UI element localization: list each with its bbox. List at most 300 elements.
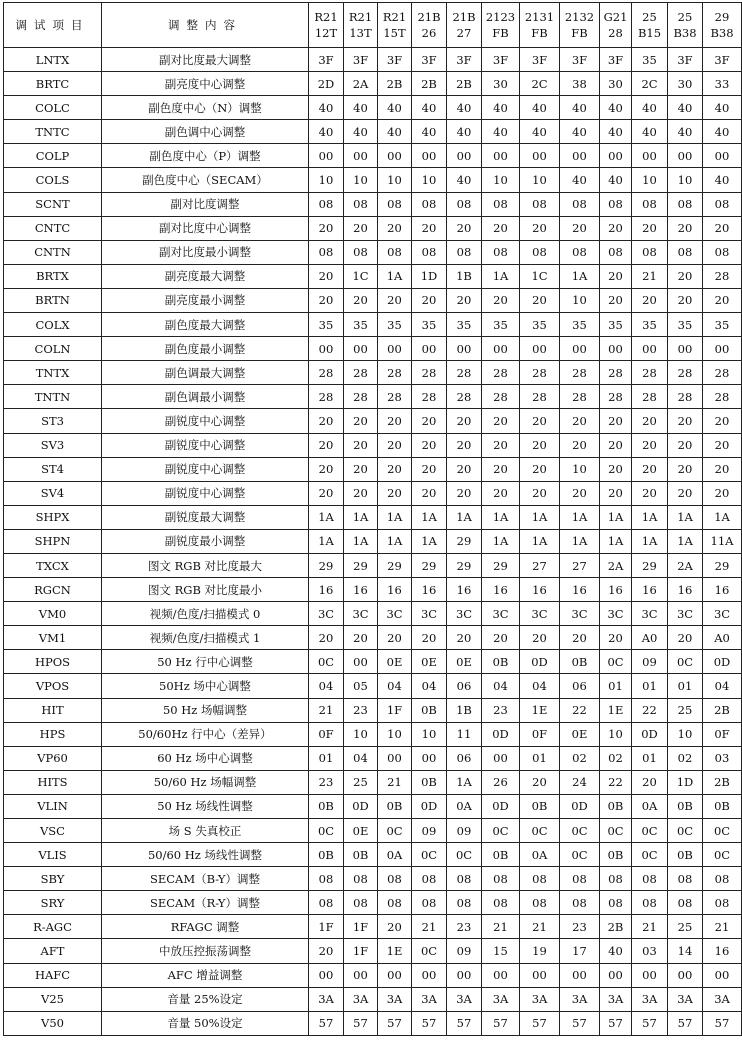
- value-cell: 0D: [482, 794, 520, 818]
- value-cell: 20: [309, 264, 344, 288]
- value-cell: 28: [703, 385, 742, 409]
- value-cell: 40: [344, 120, 378, 144]
- value-cell: 20: [632, 481, 668, 505]
- description-cell: 副色度中心（SECAM）: [102, 168, 309, 192]
- value-cell: 08: [560, 192, 600, 216]
- item-code-cell: SBY: [4, 867, 102, 891]
- description-cell: 视频/色度/扫描模式 0: [102, 602, 309, 626]
- value-cell: 08: [482, 192, 520, 216]
- value-cell: 28: [447, 361, 482, 385]
- item-code-cell: COLS: [4, 168, 102, 192]
- value-cell: 3F: [344, 48, 378, 72]
- value-cell: 16: [378, 578, 412, 602]
- value-cell: 1A: [560, 264, 600, 288]
- value-cell: 20: [412, 216, 447, 240]
- value-cell: 29: [412, 553, 447, 577]
- description-cell: 副色度最小调整: [102, 337, 309, 361]
- value-cell: 20: [520, 457, 560, 481]
- value-cell: 16: [309, 578, 344, 602]
- value-cell: 2B: [600, 915, 632, 939]
- value-cell: 1A: [520, 529, 560, 553]
- value-cell: 20: [344, 626, 378, 650]
- value-cell: 3A: [412, 987, 447, 1011]
- description-cell: 50 Hz 场线性调整: [102, 794, 309, 818]
- value-cell: 0C: [520, 819, 560, 843]
- value-cell: 28: [632, 361, 668, 385]
- value-cell: 0D: [560, 794, 600, 818]
- table-row: [4, 120, 742, 144]
- value-cell: 10: [632, 168, 668, 192]
- value-cell: 29: [344, 553, 378, 577]
- table-row: [4, 216, 742, 240]
- value-cell: 2B: [412, 72, 447, 96]
- value-cell: 20: [520, 409, 560, 433]
- item-code-cell: AFT: [4, 939, 102, 963]
- value-cell: 40: [632, 120, 668, 144]
- value-cell: 0B: [668, 794, 703, 818]
- value-cell: 21: [520, 915, 560, 939]
- description-cell: 副色度中心（N）调整: [102, 96, 309, 120]
- table-row: [4, 48, 742, 72]
- description-cell: 副锐度中心调整: [102, 457, 309, 481]
- value-cell: 08: [632, 867, 668, 891]
- value-cell: 28: [560, 385, 600, 409]
- value-cell: 20: [482, 481, 520, 505]
- value-cell: 20: [378, 288, 412, 312]
- value-cell: 20: [447, 288, 482, 312]
- item-code-cell: SCNT: [4, 192, 102, 216]
- value-cell: 3A: [378, 987, 412, 1011]
- value-cell: 00: [378, 963, 412, 987]
- value-cell: 35: [632, 48, 668, 72]
- value-cell: 28: [520, 361, 560, 385]
- value-cell: 1A: [668, 529, 703, 553]
- model-line-2: 26: [421, 26, 437, 40]
- value-cell: 08: [520, 240, 560, 264]
- value-cell: 20: [520, 626, 560, 650]
- item-code-cell: SHPN: [4, 529, 102, 553]
- value-cell: 3F: [520, 48, 560, 72]
- value-cell: 20: [412, 409, 447, 433]
- description-cell: 50 Hz 场幅调整: [102, 698, 309, 722]
- value-cell: 00: [378, 337, 412, 361]
- table-row: [4, 313, 742, 337]
- value-cell: 09: [632, 650, 668, 674]
- value-cell: 08: [378, 891, 412, 915]
- value-cell: 20: [412, 457, 447, 481]
- table-row: [4, 794, 742, 818]
- item-code-cell: V25: [4, 987, 102, 1011]
- value-cell: 28: [412, 385, 447, 409]
- value-cell: 02: [668, 746, 703, 770]
- value-cell: 3C: [412, 602, 447, 626]
- item-code-cell: HAFC: [4, 963, 102, 987]
- value-cell: 1F: [344, 915, 378, 939]
- table-row: [4, 843, 742, 867]
- value-cell: 0F: [309, 722, 344, 746]
- item-code-cell: SHPX: [4, 505, 102, 529]
- value-cell: 28: [600, 385, 632, 409]
- value-cell: 20: [482, 288, 520, 312]
- value-cell: 08: [560, 867, 600, 891]
- value-cell: 00: [482, 337, 520, 361]
- value-cell: 08: [632, 192, 668, 216]
- value-cell: 17: [560, 939, 600, 963]
- value-cell: 20: [482, 216, 520, 240]
- value-cell: 08: [412, 891, 447, 915]
- value-cell: 1A: [600, 529, 632, 553]
- value-cell: 10: [520, 168, 560, 192]
- value-cell: 29: [309, 553, 344, 577]
- value-cell: 20: [668, 409, 703, 433]
- header-model: [600, 3, 632, 48]
- value-cell: 1A: [560, 505, 600, 529]
- value-cell: 08: [344, 240, 378, 264]
- item-code-cell: ST4: [4, 457, 102, 481]
- value-cell: 2A: [344, 72, 378, 96]
- model-line-2: 13T: [349, 26, 372, 40]
- value-cell: 16: [344, 578, 378, 602]
- value-cell: 21: [412, 915, 447, 939]
- value-cell: 22: [600, 770, 632, 794]
- value-cell: 00: [600, 337, 632, 361]
- value-cell: 16: [632, 578, 668, 602]
- value-cell: 40: [482, 120, 520, 144]
- description-cell: 视频/色度/扫描模式 1: [102, 626, 309, 650]
- value-cell: 0C: [600, 819, 632, 843]
- value-cell: 00: [560, 963, 600, 987]
- value-cell: 20: [703, 216, 742, 240]
- value-cell: 29: [378, 553, 412, 577]
- value-cell: 1A: [309, 505, 344, 529]
- model-line-2: FB: [492, 26, 509, 40]
- value-cell: 0B: [560, 650, 600, 674]
- value-cell: 20: [447, 216, 482, 240]
- value-cell: 40: [309, 120, 344, 144]
- value-cell: 00: [447, 963, 482, 987]
- description-cell: 副锐度最大调整: [102, 505, 309, 529]
- value-cell: 00: [309, 337, 344, 361]
- value-cell: 1A: [309, 529, 344, 553]
- value-cell: 20: [309, 457, 344, 481]
- value-cell: 3A: [520, 987, 560, 1011]
- value-cell: 3A: [344, 987, 378, 1011]
- item-code-cell: COLX: [4, 313, 102, 337]
- table-row: [4, 192, 742, 216]
- value-cell: 0E: [412, 650, 447, 674]
- value-cell: 08: [560, 891, 600, 915]
- value-cell: 35: [344, 313, 378, 337]
- value-cell: 3A: [309, 987, 344, 1011]
- model-line-1: 21B: [417, 10, 441, 24]
- value-cell: 20: [560, 481, 600, 505]
- value-cell: 08: [632, 240, 668, 264]
- header-model: [378, 3, 412, 48]
- header-row: [4, 3, 742, 48]
- value-cell: 27: [560, 553, 600, 577]
- value-cell: 57: [447, 1011, 482, 1035]
- value-cell: 16: [703, 578, 742, 602]
- value-cell: 24: [560, 770, 600, 794]
- value-cell: 10: [378, 722, 412, 746]
- value-cell: 0C: [482, 819, 520, 843]
- value-cell: 0D: [703, 650, 742, 674]
- model-line-1: 21B: [452, 10, 476, 24]
- model-line-2: 28: [608, 26, 623, 40]
- value-cell: 09: [412, 819, 447, 843]
- value-cell: 0B: [600, 843, 632, 867]
- value-cell: 3F: [412, 48, 447, 72]
- value-cell: 1D: [412, 264, 447, 288]
- value-cell: 28: [447, 385, 482, 409]
- table-body: [4, 48, 742, 1036]
- description-cell: 副色度中心（P）调整: [102, 144, 309, 168]
- header-model: [447, 3, 482, 48]
- value-cell: 22: [632, 698, 668, 722]
- value-cell: 03: [632, 939, 668, 963]
- item-code-cell: CNTN: [4, 240, 102, 264]
- value-cell: 16: [447, 578, 482, 602]
- value-cell: 20: [344, 288, 378, 312]
- item-code-cell: VM1: [4, 626, 102, 650]
- value-cell: 40: [703, 120, 742, 144]
- model-line-2: 12T: [314, 26, 338, 40]
- value-cell: 01: [309, 746, 344, 770]
- model-line-2: 15T: [383, 26, 406, 40]
- value-cell: 40: [600, 120, 632, 144]
- value-cell: 0C: [632, 819, 668, 843]
- value-cell: 3C: [600, 602, 632, 626]
- value-cell: 23: [482, 698, 520, 722]
- description-cell: 副色度最大调整: [102, 313, 309, 337]
- value-cell: 08: [482, 240, 520, 264]
- value-cell: 21: [632, 264, 668, 288]
- value-cell: 20: [520, 433, 560, 457]
- value-cell: 20: [378, 216, 412, 240]
- value-cell: 0C: [560, 843, 600, 867]
- value-cell: 0D: [344, 794, 378, 818]
- value-cell: 10: [600, 722, 632, 746]
- table-row: [4, 481, 742, 505]
- value-cell: 20: [632, 457, 668, 481]
- value-cell: 10: [309, 168, 344, 192]
- value-cell: 00: [520, 144, 560, 168]
- item-code-cell: VP60: [4, 746, 102, 770]
- value-cell: 1C: [520, 264, 560, 288]
- value-cell: 0C: [412, 843, 447, 867]
- description-cell: RFAGC 调整: [102, 915, 309, 939]
- value-cell: 0D: [482, 722, 520, 746]
- value-cell: 40: [600, 939, 632, 963]
- item-code-cell: TNTX: [4, 361, 102, 385]
- value-cell: 1A: [482, 505, 520, 529]
- value-cell: 3C: [632, 602, 668, 626]
- value-cell: 1A: [344, 505, 378, 529]
- value-cell: 20: [600, 626, 632, 650]
- value-cell: 15: [482, 939, 520, 963]
- value-cell: 40: [309, 96, 344, 120]
- value-cell: 20: [520, 770, 560, 794]
- table-row: [4, 987, 742, 1011]
- value-cell: 08: [447, 240, 482, 264]
- description-cell: 副对比度最大调整: [102, 48, 309, 72]
- value-cell: 0C: [309, 650, 344, 674]
- value-cell: 20: [703, 481, 742, 505]
- value-cell: 08: [668, 240, 703, 264]
- description-cell: SECAM（B-Y）调整: [102, 867, 309, 891]
- value-cell: 0C: [447, 843, 482, 867]
- value-cell: 35: [600, 313, 632, 337]
- value-cell: 16: [412, 578, 447, 602]
- value-cell: 05: [344, 674, 378, 698]
- value-cell: 00: [520, 337, 560, 361]
- table-row: [4, 457, 742, 481]
- value-cell: 08: [447, 192, 482, 216]
- value-cell: 1F: [309, 915, 344, 939]
- value-cell: 57: [600, 1011, 632, 1035]
- value-cell: 57: [668, 1011, 703, 1035]
- value-cell: 00: [560, 337, 600, 361]
- value-cell: 01: [632, 674, 668, 698]
- description-cell: SECAM（R-Y）调整: [102, 891, 309, 915]
- value-cell: 40: [560, 168, 600, 192]
- value-cell: 35: [447, 313, 482, 337]
- value-cell: 28: [703, 264, 742, 288]
- value-cell: 00: [668, 337, 703, 361]
- item-code-cell: HIT: [4, 698, 102, 722]
- model-line-2: B15: [637, 26, 662, 40]
- value-cell: 3F: [668, 48, 703, 72]
- value-cell: 00: [632, 144, 668, 168]
- table-row: [4, 72, 742, 96]
- value-cell: 40: [412, 120, 447, 144]
- value-cell: 1A: [412, 529, 447, 553]
- value-cell: 00: [632, 337, 668, 361]
- table-row: [4, 602, 742, 626]
- value-cell: 20: [344, 409, 378, 433]
- value-cell: 04: [412, 674, 447, 698]
- item-code-cell: BRTN: [4, 288, 102, 312]
- value-cell: 1F: [344, 939, 378, 963]
- value-cell: 00: [482, 746, 520, 770]
- value-cell: 08: [482, 891, 520, 915]
- value-cell: 20: [378, 915, 412, 939]
- value-cell: 26: [482, 770, 520, 794]
- value-cell: 0A: [447, 794, 482, 818]
- item-code-cell: VPOS: [4, 674, 102, 698]
- value-cell: 00: [632, 963, 668, 987]
- item-code-cell: LNTX: [4, 48, 102, 72]
- value-cell: 20: [482, 457, 520, 481]
- value-cell: 20: [520, 288, 560, 312]
- value-cell: 20: [560, 433, 600, 457]
- value-cell: 20: [482, 409, 520, 433]
- value-cell: 57: [378, 1011, 412, 1035]
- value-cell: 10: [482, 168, 520, 192]
- value-cell: 06: [447, 674, 482, 698]
- value-cell: 28: [520, 385, 560, 409]
- value-cell: 06: [447, 746, 482, 770]
- description-cell: 副锐度中心调整: [102, 481, 309, 505]
- description-cell: 副亮度最大调整: [102, 264, 309, 288]
- value-cell: 20: [447, 457, 482, 481]
- value-cell: 20: [560, 626, 600, 650]
- header-model: [309, 3, 344, 48]
- value-cell: 57: [412, 1011, 447, 1035]
- table-row: [4, 1011, 742, 1035]
- value-cell: 20: [309, 433, 344, 457]
- value-cell: 57: [344, 1011, 378, 1035]
- item-code-cell: TXCX: [4, 553, 102, 577]
- item-code-cell: SV4: [4, 481, 102, 505]
- value-cell: 08: [344, 891, 378, 915]
- value-cell: 40: [600, 168, 632, 192]
- value-cell: 10: [668, 168, 703, 192]
- value-cell: 20: [412, 481, 447, 505]
- value-cell: 0D: [412, 794, 447, 818]
- header-desc: 调整内容: [102, 3, 309, 48]
- value-cell: 20: [482, 626, 520, 650]
- value-cell: 01: [520, 746, 560, 770]
- description-cell: 副对比度最小调整: [102, 240, 309, 264]
- value-cell: 0A: [632, 794, 668, 818]
- value-cell: 1A: [447, 505, 482, 529]
- table-row: [4, 409, 742, 433]
- value-cell: 20: [560, 216, 600, 240]
- value-cell: 35: [412, 313, 447, 337]
- value-cell: 08: [344, 867, 378, 891]
- value-cell: 08: [309, 240, 344, 264]
- value-cell: 40: [447, 120, 482, 144]
- description-cell: 副色调最大调整: [102, 361, 309, 385]
- item-code-cell: HPS: [4, 722, 102, 746]
- value-cell: 16: [520, 578, 560, 602]
- value-cell: 00: [703, 337, 742, 361]
- value-cell: 08: [412, 867, 447, 891]
- description-cell: 副亮度最小调整: [102, 288, 309, 312]
- value-cell: 2A: [668, 553, 703, 577]
- model-line-2: FB: [531, 26, 548, 40]
- value-cell: 0C: [668, 650, 703, 674]
- adjustment-table: [3, 2, 742, 1036]
- value-cell: 1A: [560, 529, 600, 553]
- value-cell: 3C: [378, 602, 412, 626]
- value-cell: 20: [632, 216, 668, 240]
- table-row: [4, 770, 742, 794]
- value-cell: 23: [344, 698, 378, 722]
- value-cell: 08: [703, 192, 742, 216]
- value-cell: 40: [600, 96, 632, 120]
- model-line-2: 27: [456, 26, 472, 40]
- value-cell: 33: [703, 72, 742, 96]
- value-cell: 0C: [600, 650, 632, 674]
- value-cell: 00: [344, 963, 378, 987]
- table-row: [4, 505, 742, 529]
- value-cell: 21: [703, 915, 742, 939]
- value-cell: 40: [560, 96, 600, 120]
- value-cell: 00: [378, 144, 412, 168]
- value-cell: 20: [520, 481, 560, 505]
- value-cell: 11: [447, 722, 482, 746]
- value-cell: 20: [378, 433, 412, 457]
- value-cell: 08: [703, 867, 742, 891]
- value-cell: 04: [703, 674, 742, 698]
- value-cell: 28: [632, 385, 668, 409]
- item-code-cell: VLIN: [4, 794, 102, 818]
- value-cell: 00: [412, 963, 447, 987]
- value-cell: 20: [412, 433, 447, 457]
- item-code-cell: SV3: [4, 433, 102, 457]
